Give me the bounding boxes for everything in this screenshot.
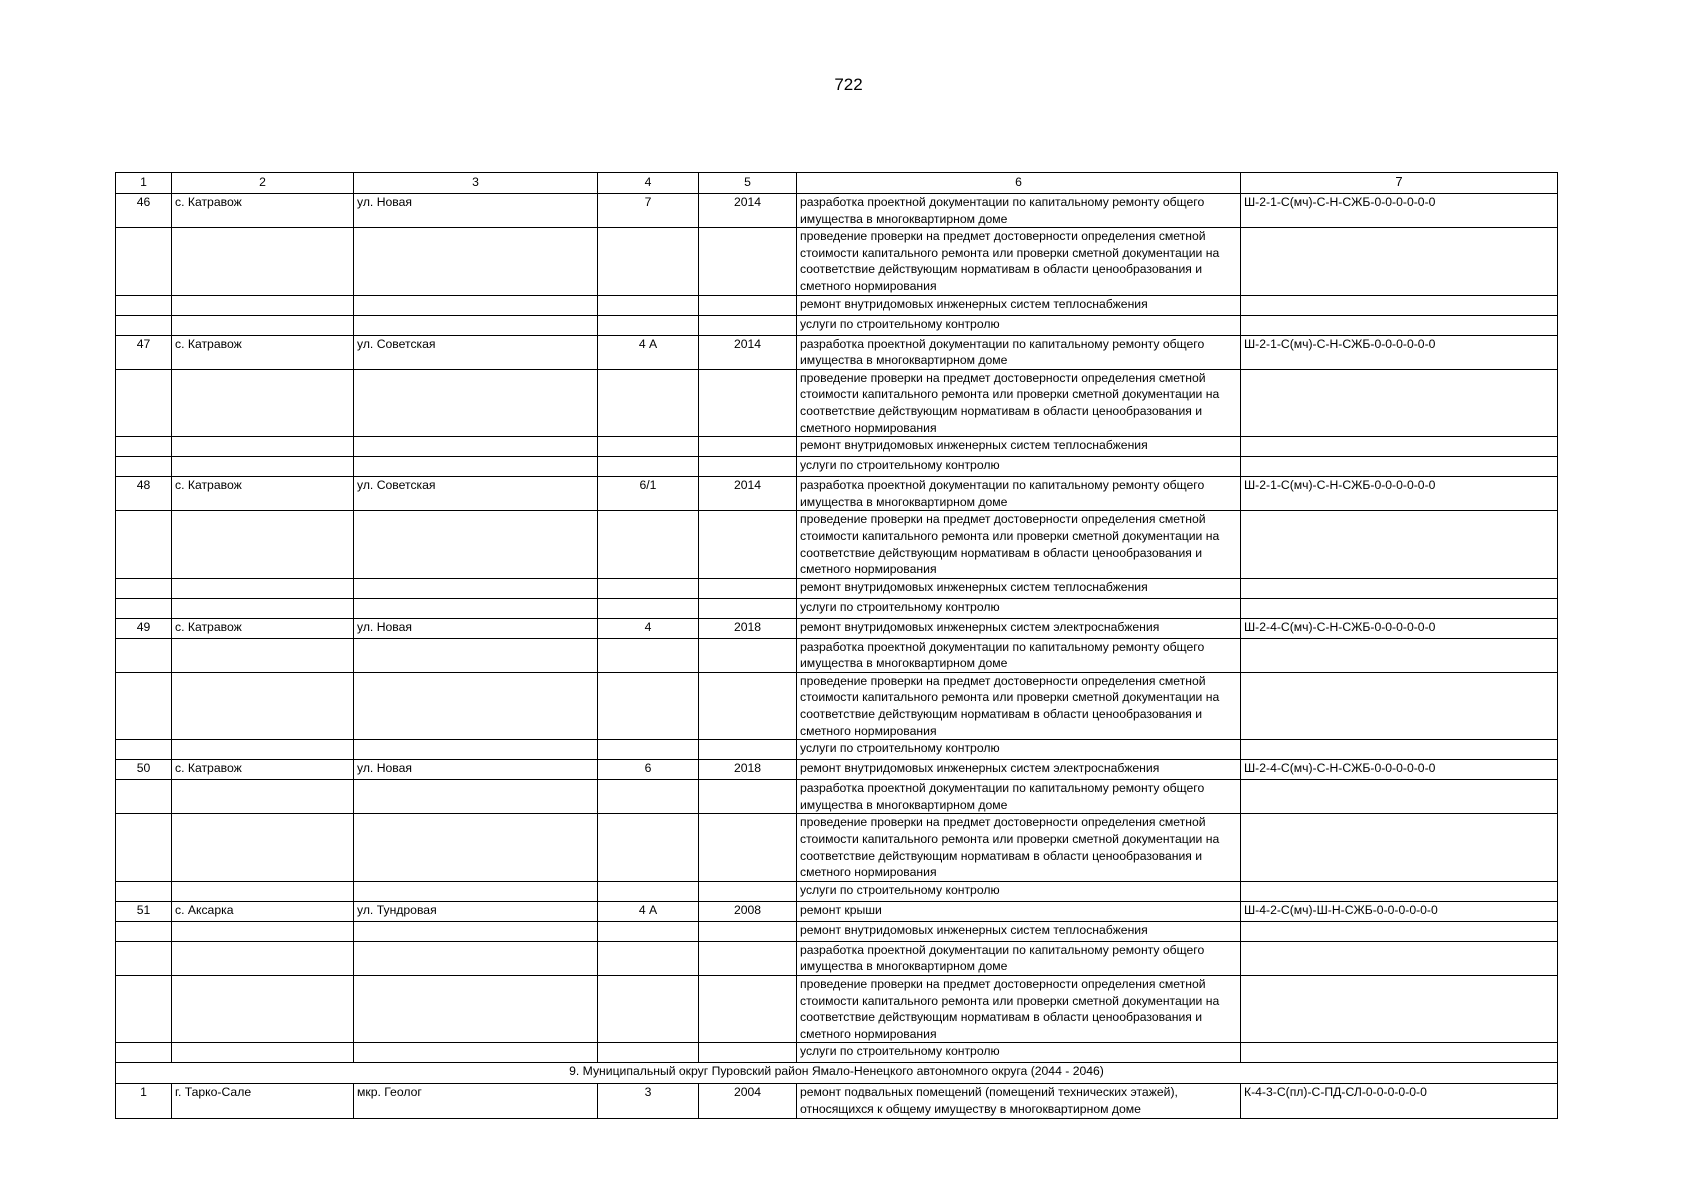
row-number-cell	[116, 780, 172, 814]
house-number-cell: 6	[598, 760, 699, 780]
code-cell: Ш-2-4-С(мч)-С-Н-СЖБ-0-0-0-0-0-0	[1241, 618, 1558, 638]
row-number-cell	[116, 369, 172, 436]
table-row	[116, 618, 1558, 638]
year-cell	[699, 511, 797, 578]
settlement-cell	[172, 921, 354, 941]
street-cell	[354, 578, 598, 598]
table-row	[116, 638, 1558, 672]
work-type-cell: ремонт внутридомовых инженерных систем электроснабжения	[797, 618, 1241, 638]
house-number-cell	[598, 814, 699, 881]
house-number-cell	[598, 369, 699, 436]
code-cell	[1241, 369, 1558, 436]
work-type-cell: проведение проверки на предмет достоверности определения сметной стоимости капитального ремонта или проверки сметной документации на соответствие действующим нормативам в области ценообразования и сметного нормирования	[797, 672, 1241, 739]
row-number-cell	[116, 295, 172, 315]
year-cell: 2018	[699, 618, 797, 638]
row-number-cell: 51	[116, 901, 172, 921]
street-cell: ул. Новая	[354, 760, 598, 780]
row-number-cell	[116, 672, 172, 739]
code-cell	[1241, 511, 1558, 578]
table-row	[116, 295, 1558, 315]
code-cell: Ш-2-1-С(мч)-С-Н-СЖБ-0-0-0-0-0-0	[1241, 335, 1558, 369]
row-number-cell	[116, 976, 172, 1043]
settlement-cell: г. Тарко-Сале	[172, 1084, 354, 1118]
house-number-cell	[598, 295, 699, 315]
work-type-cell: ремонт подвальных помещений (помещений технических этажей), относящихся к общему имуществу в многоквартирном доме	[797, 1084, 1241, 1118]
settlement-cell	[172, 578, 354, 598]
year-cell: 2018	[699, 760, 797, 780]
row-number-cell	[116, 457, 172, 477]
column-header: 2	[172, 173, 354, 194]
row-number-cell: 48	[116, 477, 172, 511]
year-cell	[699, 740, 797, 760]
house-number-cell	[598, 921, 699, 941]
code-cell	[1241, 921, 1558, 941]
street-cell	[354, 976, 598, 1043]
code-cell	[1241, 672, 1558, 739]
year-cell	[699, 638, 797, 672]
street-cell	[354, 672, 598, 739]
code-cell	[1241, 295, 1558, 315]
settlement-cell: с. Катравож	[172, 618, 354, 638]
code-cell: Ш-2-1-С(мч)-С-Н-СЖБ-0-0-0-0-0-0	[1241, 194, 1558, 228]
street-cell	[354, 638, 598, 672]
year-cell: 2014	[699, 194, 797, 228]
year-cell	[699, 976, 797, 1043]
work-type-cell: ремонт внутридомовых инженерных систем теплоснабжения	[797, 578, 1241, 598]
table-row	[116, 941, 1558, 975]
work-type-cell: проведение проверки на предмет достоверности определения сметной стоимости капитального ремонта или проверки сметной документации на соответствие действующим нормативам в области ценообразования и сметного нормирования	[797, 228, 1241, 295]
row-number-cell	[116, 578, 172, 598]
street-cell: ул. Тундровая	[354, 901, 598, 921]
settlement-cell	[172, 437, 354, 457]
section-title: 9. Муниципальный округ Пуровский район Ямало-Ненецкого автономного округа (2044 - 2046)	[116, 1063, 1558, 1084]
street-cell: ул. Советская	[354, 477, 598, 511]
year-cell	[699, 814, 797, 881]
work-type-cell: ремонт внутридомовых инженерных систем электроснабжения	[797, 760, 1241, 780]
row-number-cell	[116, 598, 172, 618]
settlement-cell	[172, 369, 354, 436]
row-number-cell	[116, 638, 172, 672]
row-number-cell: 47	[116, 335, 172, 369]
house-number-cell	[598, 638, 699, 672]
house-number-cell	[598, 315, 699, 335]
street-cell: мкр. Геолог	[354, 1084, 598, 1118]
code-cell	[1241, 976, 1558, 1043]
work-type-cell: разработка проектной документации по капитальному ремонту общего имущества в многоквартирном доме	[797, 477, 1241, 511]
house-number-cell: 4	[598, 618, 699, 638]
table-row	[116, 901, 1558, 921]
row-number-cell	[116, 437, 172, 457]
work-type-cell: проведение проверки на предмет достоверности определения сметной стоимости капитального ремонта или проверки сметной документации на соответствие действующим нормативам в области ценообразования и сметного нормирования	[797, 369, 1241, 436]
street-cell: ул. Советская	[354, 335, 598, 369]
row-number-cell: 46	[116, 194, 172, 228]
street-cell	[354, 941, 598, 975]
column-header: 1	[116, 173, 172, 194]
table-row	[116, 1043, 1558, 1063]
year-cell	[699, 295, 797, 315]
row-number-cell: 50	[116, 760, 172, 780]
house-number-cell: 6/1	[598, 477, 699, 511]
work-type-cell: услуги по строительному контролю	[797, 598, 1241, 618]
code-cell	[1241, 814, 1558, 881]
column-header: 7	[1241, 173, 1558, 194]
table-row	[116, 1084, 1558, 1118]
code-cell	[1241, 881, 1558, 901]
column-header: 3	[354, 173, 598, 194]
street-cell	[354, 315, 598, 335]
settlement-cell	[172, 780, 354, 814]
settlement-cell	[172, 941, 354, 975]
code-cell	[1241, 437, 1558, 457]
work-type-cell: разработка проектной документации по капитальному ремонту общего имущества в многоквартирном доме	[797, 941, 1241, 975]
house-number-cell	[598, 578, 699, 598]
table-row	[116, 369, 1558, 436]
street-cell	[354, 780, 598, 814]
house-number-cell: 3	[598, 1084, 699, 1118]
house-number-cell	[598, 437, 699, 457]
house-number-cell	[598, 457, 699, 477]
table-row	[116, 881, 1558, 901]
table-row	[116, 814, 1558, 881]
year-cell	[699, 578, 797, 598]
code-cell	[1241, 315, 1558, 335]
table-row	[116, 760, 1558, 780]
code-cell	[1241, 941, 1558, 975]
work-type-cell: проведение проверки на предмет достоверности определения сметной стоимости капитального ремонта или проверки сметной документации на соответствие действующим нормативам в области ценообразования и сметного нормирования	[797, 511, 1241, 578]
work-type-cell: проведение проверки на предмет достоверности определения сметной стоимости капитального ремонта или проверки сметной документации на соответствие действующим нормативам в области ценообразования и сметного нормирования	[797, 814, 1241, 881]
year-cell	[699, 437, 797, 457]
table-row	[116, 511, 1558, 578]
work-type-cell: услуги по строительному контролю	[797, 740, 1241, 760]
settlement-cell: с. Катравож	[172, 194, 354, 228]
house-number-cell	[598, 598, 699, 618]
year-cell	[699, 369, 797, 436]
code-cell	[1241, 1043, 1558, 1063]
row-number-cell: 49	[116, 618, 172, 638]
work-type-cell: услуги по строительному контролю	[797, 1043, 1241, 1063]
year-cell	[699, 921, 797, 941]
settlement-cell	[172, 598, 354, 618]
capital-repair-table	[115, 172, 1558, 1119]
row-number-cell	[116, 1043, 172, 1063]
table-header-row	[116, 173, 1558, 194]
code-cell: Ш-2-4-С(мч)-С-Н-СЖБ-0-0-0-0-0-0	[1241, 760, 1558, 780]
row-number-cell	[116, 814, 172, 881]
year-cell: 2008	[699, 901, 797, 921]
work-type-cell: ремонт внутридомовых инженерных систем теплоснабжения	[797, 437, 1241, 457]
settlement-cell	[172, 881, 354, 901]
table-row	[116, 672, 1558, 739]
house-number-cell	[598, 672, 699, 739]
section-header-row	[116, 1063, 1558, 1084]
house-number-cell	[598, 976, 699, 1043]
year-cell	[699, 881, 797, 901]
year-cell	[699, 228, 797, 295]
street-cell	[354, 457, 598, 477]
house-number-cell	[598, 228, 699, 295]
street-cell: ул. Новая	[354, 194, 598, 228]
work-type-cell: разработка проектной документации по капитальному ремонту общего имущества в многоквартирном доме	[797, 194, 1241, 228]
code-cell	[1241, 740, 1558, 760]
settlement-cell	[172, 1043, 354, 1063]
settlement-cell	[172, 976, 354, 1043]
table-row	[116, 976, 1558, 1043]
table-row	[116, 740, 1558, 760]
year-cell	[699, 941, 797, 975]
street-cell	[354, 295, 598, 315]
street-cell	[354, 921, 598, 941]
table-row	[116, 315, 1558, 335]
settlement-cell	[172, 814, 354, 881]
year-cell	[699, 1043, 797, 1063]
row-number-cell	[116, 921, 172, 941]
code-cell: Ш-2-1-С(мч)-С-Н-СЖБ-0-0-0-0-0-0	[1241, 477, 1558, 511]
house-number-cell	[598, 941, 699, 975]
settlement-cell	[172, 457, 354, 477]
work-type-cell: проведение проверки на предмет достоверности определения сметной стоимости капитального ремонта или проверки сметной документации на соответствие действующим нормативам в области ценообразования и сметного нормирования	[797, 976, 1241, 1043]
column-header: 4	[598, 173, 699, 194]
work-type-cell: разработка проектной документации по капитальному ремонту общего имущества в многоквартирном доме	[797, 638, 1241, 672]
year-cell	[699, 598, 797, 618]
table-row	[116, 921, 1558, 941]
settlement-cell: с. Аксарка	[172, 901, 354, 921]
column-header: 6	[797, 173, 1241, 194]
house-number-cell	[598, 1043, 699, 1063]
street-cell: ул. Новая	[354, 618, 598, 638]
settlement-cell	[172, 315, 354, 335]
column-header: 5	[699, 173, 797, 194]
settlement-cell	[172, 740, 354, 760]
work-type-cell: разработка проектной документации по капитальному ремонту общего имущества в многоквартирном доме	[797, 780, 1241, 814]
year-cell: 2004	[699, 1084, 797, 1118]
work-type-cell: услуги по строительному контролю	[797, 457, 1241, 477]
work-type-cell: ремонт внутридомовых инженерных систем теплоснабжения	[797, 295, 1241, 315]
house-number-cell: 7	[598, 194, 699, 228]
house-number-cell: 4 А	[598, 335, 699, 369]
row-number-cell	[116, 511, 172, 578]
table-row	[116, 780, 1558, 814]
code-cell	[1241, 638, 1558, 672]
street-cell	[354, 369, 598, 436]
table-row	[116, 477, 1558, 511]
house-number-cell: 4 А	[598, 901, 699, 921]
table-row	[116, 194, 1558, 228]
street-cell	[354, 881, 598, 901]
work-type-cell: услуги по строительному контролю	[797, 881, 1241, 901]
street-cell	[354, 228, 598, 295]
table-row	[116, 335, 1558, 369]
year-cell	[699, 315, 797, 335]
street-cell	[354, 437, 598, 457]
settlement-cell: с. Катравож	[172, 335, 354, 369]
settlement-cell	[172, 511, 354, 578]
row-number-cell	[116, 941, 172, 975]
code-cell: Ш-4-2-С(мч)-Ш-Н-СЖБ-0-0-0-0-0-0	[1241, 901, 1558, 921]
table-row	[116, 437, 1558, 457]
work-type-cell: ремонт внутридомовых инженерных систем теплоснабжения	[797, 921, 1241, 941]
year-cell: 2014	[699, 477, 797, 511]
settlement-cell	[172, 638, 354, 672]
settlement-cell	[172, 228, 354, 295]
code-cell	[1241, 780, 1558, 814]
work-type-cell: ремонт крыши	[797, 901, 1241, 921]
row-number-cell	[116, 740, 172, 760]
year-cell: 2014	[699, 335, 797, 369]
settlement-cell: с. Катравож	[172, 760, 354, 780]
row-number-cell	[116, 881, 172, 901]
row-number-cell	[116, 315, 172, 335]
street-cell	[354, 598, 598, 618]
table-row	[116, 578, 1558, 598]
street-cell	[354, 1043, 598, 1063]
house-number-cell	[598, 511, 699, 578]
code-cell: К-4-3-С(пл)-С-ПД-СЛ-0-0-0-0-0-0	[1241, 1084, 1558, 1118]
street-cell	[354, 814, 598, 881]
row-number-cell	[116, 228, 172, 295]
street-cell	[354, 740, 598, 760]
table-row	[116, 457, 1558, 477]
year-cell	[699, 457, 797, 477]
street-cell	[354, 511, 598, 578]
house-number-cell	[598, 881, 699, 901]
settlement-cell	[172, 295, 354, 315]
year-cell	[699, 780, 797, 814]
code-cell	[1241, 228, 1558, 295]
settlement-cell	[172, 672, 354, 739]
table-row	[116, 598, 1558, 618]
row-number-cell: 1	[116, 1084, 172, 1118]
code-cell	[1241, 457, 1558, 477]
code-cell	[1241, 598, 1558, 618]
table-row	[116, 228, 1558, 295]
work-type-cell: услуги по строительному контролю	[797, 315, 1241, 335]
work-type-cell: разработка проектной документации по капитальному ремонту общего имущества в многоквартирном доме	[797, 335, 1241, 369]
settlement-cell: с. Катравож	[172, 477, 354, 511]
house-number-cell	[598, 780, 699, 814]
code-cell	[1241, 578, 1558, 598]
house-number-cell	[598, 740, 699, 760]
page-number: 722	[834, 75, 863, 94]
year-cell	[699, 672, 797, 739]
